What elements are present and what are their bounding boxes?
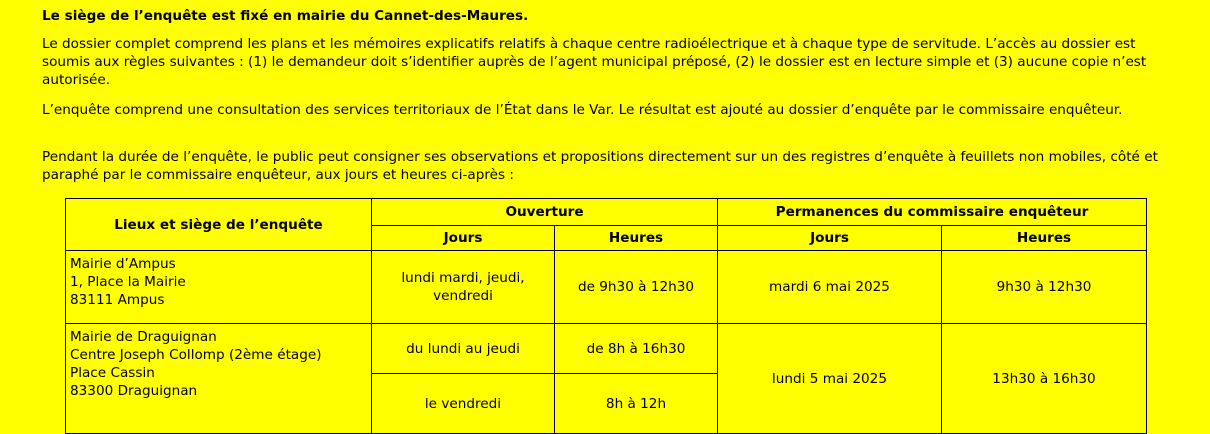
header-heures-permanence: Heures (942, 226, 1147, 251)
table-row (66, 251, 1147, 324)
paragraph-consultation: L’enquête comprend une consultation des services territoriaux de l’État dans le Var. Le résultat est ajouté au dossier d’enquête par le commissaire enquêteur. (42, 102, 1123, 118)
permanence-hours-ampus: 9h30 à 12h30 (942, 251, 1147, 324)
address-ampus (66, 251, 372, 324)
address-line: 83300 Draguignan (70, 383, 198, 399)
open-hours-draguignan-1: de 8h à 16h30 (555, 324, 718, 374)
address-line: Place Cassin (70, 365, 155, 381)
open-days-ampus: lundi mardi, jeudi, vendredi (372, 251, 555, 324)
header-lieux: Lieux et siège de l’enquête (66, 199, 372, 251)
header-permanences: Permanences du commissaire enquêteur (718, 199, 1147, 226)
header-jours-permanence: Jours (718, 226, 942, 251)
open-days-draguignan-2: le vendredi (372, 374, 555, 434)
header-heures: Heures (555, 226, 718, 251)
open-hours-ampus: de 9h30 à 12h30 (555, 251, 718, 324)
paragraph-public: Pendant la durée de l’enquête, le public peut consigner ses observations et propositions directement sur un des registres d’enquête à feuillets non mobiles, côté et paraphé par le commissaire enquêteur, aux jours et heures ci-après : (42, 149, 1158, 183)
schedule-table (65, 198, 1147, 434)
permanence-day-draguignan: lundi 5 mai 2025 (718, 324, 942, 434)
header-ouverture: Ouverture (372, 199, 718, 226)
table-row (66, 324, 1147, 374)
address-line: 1, Place la Mairie (70, 274, 186, 290)
paragraph-seat: Le siège de l’enquête est fixé en mairie du Cannet-des-Maures. (42, 8, 529, 24)
paragraph-dossier: Le dossier complet comprend les plans et les mémoires explicatifs relatifs à chaque centre radioélectrique et à chaque type de servitude. L’accès au dossier est soumis aux règles suivantes : (1) le demandeur doit s’identifier auprès de l’agent municipal préposé, (2) le dossier est en lecture simple et (3) aucune copie n’est autorisée. (42, 36, 1147, 88)
address-line: Mairie de Draguignan (70, 329, 217, 345)
address-line: 83111 Ampus (70, 292, 165, 308)
address-draguignan (66, 324, 372, 434)
open-days-draguignan-1: du lundi au jeudi (372, 324, 555, 374)
header-jours: Jours (372, 226, 555, 251)
address-line: Centre Joseph Collomp (2ème étage) (70, 347, 322, 363)
permanence-day-ampus: mardi 6 mai 2025 (718, 251, 942, 324)
open-hours-draguignan-2: 8h à 12h (555, 374, 718, 434)
table-header-row (66, 199, 1147, 226)
address-line: Mairie d’Ampus (70, 256, 176, 272)
permanence-hours-draguignan: 13h30 à 16h30 (942, 324, 1147, 434)
